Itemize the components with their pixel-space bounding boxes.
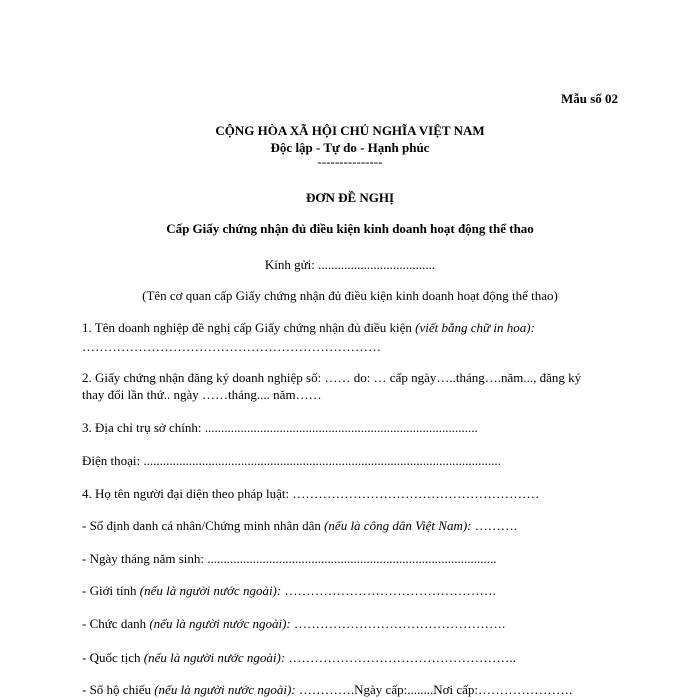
gender-label: - Giới tính (82, 583, 140, 598)
legal-representative-line: 4. Họ tên người đại diện theo pháp luật: ………………………………………………… (82, 486, 540, 501)
passport-label: - Số hộ chiếu (82, 682, 155, 697)
document-title: ĐƠN ĐỀ NGHỊ (305, 190, 395, 205)
gender-note: (nếu là người nước ngoài): (139, 583, 282, 598)
personal-id-field: ………. (471, 518, 518, 533)
registration-certificate-line-2: thay đổi lần thứ.. ngày ……tháng.... năm…… (82, 387, 322, 402)
header-divider: --------------- (317, 154, 383, 169)
nationality-label: - Quốc tịch (82, 650, 144, 665)
nationality-note: (nếu là người nước ngoài): (143, 650, 286, 665)
personal-id-line (82, 518, 517, 534)
phone-line: Điện thoại: .............................................................................................................. (82, 453, 501, 468)
business-name-field: …………………………………………………………… (82, 339, 381, 354)
position-label: - Chức danh (82, 616, 150, 631)
gender-line (82, 583, 496, 599)
recipient-note: (Tên cơ quan cấp Giấy chứng nhận đủ điều kiện kinh doanh hoạt động thể thao) (142, 288, 558, 303)
recipient-line: Kính gửi: .................................... (264, 257, 436, 272)
passport-line (82, 682, 572, 698)
passport-field: ………….Ngày cấp:........Nơi cấp:…………………. (295, 682, 573, 697)
nationality-line (82, 650, 516, 666)
business-name-note: (viết bằng chữ in hoa): (415, 320, 535, 335)
business-name-label: 1. Tên doanh nghiệp đề nghị cấp Giấy chứng nhận đủ điều kiện (82, 320, 416, 335)
date-of-birth-line: - Ngày tháng năm sinh: ......................................................................................... (82, 551, 497, 566)
document-subtitle: Cấp Giấy chứng nhận đủ điều kiện kinh doanh hoạt động thể thao (166, 221, 534, 236)
position-field: …………………………………………. (290, 616, 506, 631)
form-number: Mẫu số 02 (560, 91, 618, 106)
registration-certificate-line-1: 2. Giấy chứng nhận đăng ký doanh nghiệp số: …… do: … cấp ngày…..tháng….năm..., đăng ký (82, 370, 582, 385)
nationality-field: …………………………………………….. (285, 650, 516, 665)
personal-id-note: (nếu là công dân Việt Nam): (324, 518, 472, 533)
country-header: CỘNG HÒA XÃ HỘI CHỦ NGHĨA VIỆT NAM (215, 123, 485, 138)
gender-field: …………………………………………. (281, 583, 496, 598)
head-office-address: 3. Địa chỉ trụ sở chính: .................................................................................... (82, 420, 478, 435)
position-note: (nếu là người nước ngoài): (149, 616, 291, 631)
passport-note: (nếu là người nước ngoài): (154, 682, 296, 697)
personal-id-label: - Số định danh cá nhân/Chứng minh nhân dân (82, 518, 325, 533)
national-motto: Độc lập - Tự do - Hạnh phúc (270, 140, 430, 155)
business-name-line (82, 320, 535, 336)
position-line (82, 616, 505, 632)
